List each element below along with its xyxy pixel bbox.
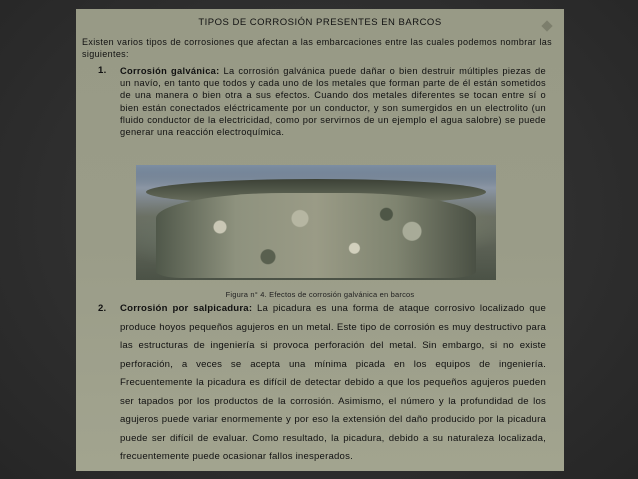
list-item-body — [120, 300, 546, 467]
slide-title: TIPOS DE CORROSIÓN PRESENTES EN BARCOS — [198, 17, 442, 28]
intro-paragraph: Existen varios tipos de corrosiones que afectan a las embarcaciones entre las cuales podemos nombrar las siguientes: — [82, 37, 552, 59]
list-number: 2. — [98, 303, 107, 314]
corrosion-figure-image — [136, 165, 496, 280]
slide — [76, 9, 564, 471]
list-item-text: La picadura es una forma de ataque corrosivo localizado que produce hoyos pequeños agujeros en un metal. Este tipo de corrosión es muy destructivo para las estructuras de ingeniería si provoca perforación del metal. Sin embargo, si no existe perforación, a veces se acepta una mínima picada en los equipos de ingeniería. Frecuentemente la picadura es difícil de detectar debido a que los pequeños agujeros pueden ser tapados por los productos de la corrosión. Asimismo, el número y la profundidad de los agujeros puede variar enormemente y por eso la extensión del daño producido por la picadura puede ser difícil de evaluar. Como resultado, la picadura, debido a su naturaleza localizada, frecuentemente puede ocasionar fallos inesperados. — [120, 303, 546, 462]
list-item-text: La corrosión galvánica puede dañar o bien destruir múltiples piezas de un navío, en tanto que todos y cada uno de los metales que forman parte de él están sometidos de una manera o bien otra a sus efectos. Cuando dos metales diferentes se tocan entre sí o bien están conectados eléctricamente por un conductor, y son sumergidos en un electrolito (un fluido conductor de la electricidad, como por servirnos de un ejemplo el agua salobre) se puede generar una reacción electroquímica. — [120, 66, 546, 138]
list-item-pitting — [98, 300, 546, 467]
figure-caption: Figura n° 4. Efectos de corrosión galvánica en barcos — [225, 290, 415, 299]
list-item-heading: Corrosión por salpicadura: — [120, 303, 253, 314]
photo-corroded-cylinder — [156, 193, 476, 278]
list-number: 1. — [98, 65, 107, 76]
list-item-galvanic — [98, 65, 546, 138]
list-item-body — [120, 65, 546, 138]
list-item-heading: Corrosión galvánica: — [120, 66, 220, 76]
